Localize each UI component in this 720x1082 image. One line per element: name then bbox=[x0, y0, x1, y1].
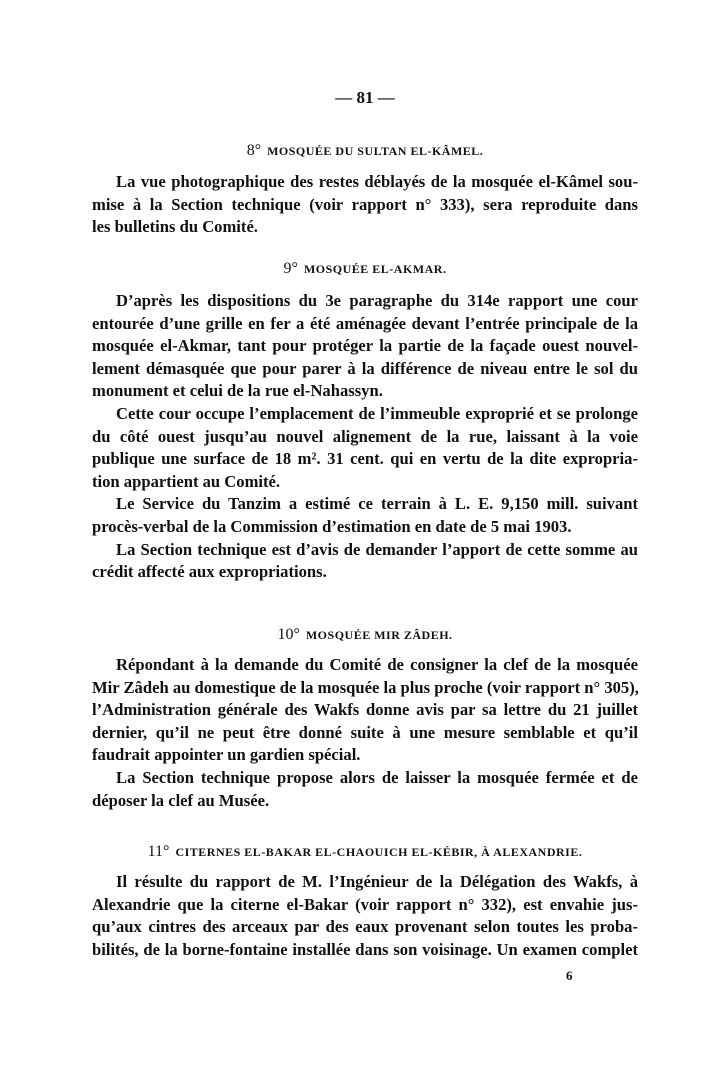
section-heading-9 bbox=[92, 260, 638, 278]
section-title: MOSQUÉE EL-AKMAR. bbox=[303, 262, 447, 276]
text-line: du côté ouest jusqu’au nouvel alignement de la rue, laissant à la voie bbox=[92, 426, 638, 446]
text-line: dernier, qu’il ne peut être donné suite à une mesure semblable et qu’il bbox=[92, 722, 638, 742]
section-heading-10 bbox=[92, 626, 638, 644]
section-heading-8 bbox=[92, 142, 638, 160]
text-line: bilités, de la borne-fontaine installée dans son voisinage. Un examen complet bbox=[92, 939, 638, 959]
section-title: MOSQUÉE DU SULTAN EL-KÂMEL. bbox=[267, 144, 484, 158]
paragraph bbox=[92, 654, 638, 812]
text-line: Il résulte du rapport de M. l’Ingénieur de la Délégation des Wakfs, à bbox=[116, 872, 638, 891]
text-line: La Section technique est d’avis de demander l’apport de cette somme au bbox=[116, 539, 638, 559]
section-number: 8° bbox=[246, 142, 262, 159]
text-line: Alexandrie que la citerne el-Bakar (voir rapport n° 332), est envahie jus- bbox=[92, 894, 638, 914]
section-number: 10° bbox=[277, 626, 300, 643]
text-line: l’Administration générale des Wakfs donne avis par sa lettre du 21 juillet bbox=[92, 700, 638, 720]
signature-mark: 6 bbox=[566, 968, 573, 983]
text-line: D’après les dispositions du 3e paragraphe du 314e rapport une cour bbox=[116, 291, 638, 310]
text-line: crédit affecté aux expropriations. bbox=[92, 562, 327, 582]
text-line: les bulletins du Comité. bbox=[92, 217, 258, 237]
section-title: MOSQUÉE MIR ZÂDEH. bbox=[305, 628, 453, 642]
text-line: entourée d’une grille en fer a été aménagée devant l’entrée principale de la bbox=[92, 313, 638, 333]
text-line: faudrait appointer un gardien spécial. bbox=[92, 745, 361, 765]
section-title: CITERNES EL-BAKAR EL-CHAOUICH EL-KÉBIR, À ALEXANDRIE. bbox=[175, 845, 583, 859]
text-line: procès-verbal de la Commission d’estimation en date de 5 mai 1903. bbox=[92, 516, 572, 536]
text-line: monument et celui de la rue el-Nahassyn. bbox=[92, 381, 383, 401]
text-line: Mir Zâdeh au domestique de la mosquée la plus proche (voir rapport n° 305), bbox=[92, 677, 639, 697]
page-number: — 81 — bbox=[335, 88, 395, 107]
text-line: Le Service du Tanzim a estimé ce terrain à L. E. 9,150 mill. suivant bbox=[116, 494, 638, 514]
text-line: tion appartient au Comité. bbox=[92, 471, 281, 491]
text-line: lement démasquée que pour parer à la différence de niveau entre le sol du bbox=[92, 358, 638, 378]
section-number: 11° bbox=[147, 843, 170, 860]
section-heading-11 bbox=[92, 843, 638, 861]
text-line: mosquée el-Akmar, tant pour protéger la partie de la façade ouest nouvel- bbox=[92, 336, 638, 356]
text-line: La vue photographique des restes déblayés de la mosquée el-Kâmel sou- bbox=[116, 172, 638, 191]
text-line: mise à la Section technique (voir rapport n° 333), sera reproduite dans bbox=[92, 194, 638, 214]
paragraph bbox=[92, 871, 638, 961]
text-line: Cette cour occupe l’emplacement de l’immeuble exproprié et se prolonge bbox=[116, 403, 638, 423]
paragraph bbox=[92, 171, 638, 239]
text-line: Répondant à la demande du Comité de consigner la clef de la mosquée bbox=[116, 655, 638, 674]
text-line: La Section technique propose alors de laisser la mosquée fermée et de bbox=[116, 767, 638, 787]
text-line: publique une surface de 18 m². 31 cent. qui en vertu de la dite expropria- bbox=[92, 449, 638, 469]
text-line: qu’aux cintres des arceaux par des eaux provenant selon toutes les proba- bbox=[92, 917, 638, 937]
paragraph bbox=[92, 290, 638, 584]
section-number: 9° bbox=[283, 260, 298, 277]
text-line: déposer la clef au Musée. bbox=[92, 790, 270, 810]
